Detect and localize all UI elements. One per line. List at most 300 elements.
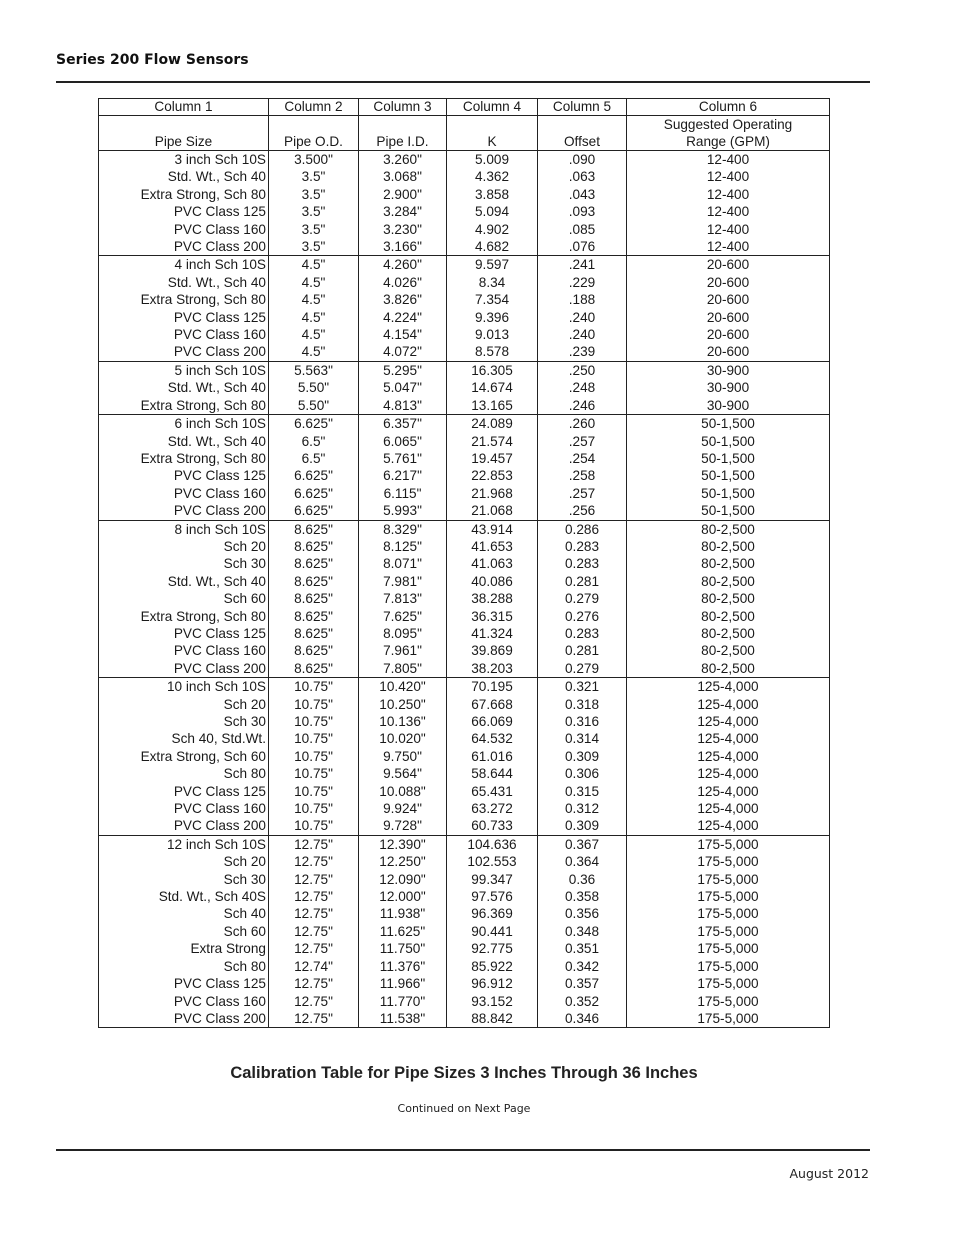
k-cell: 9.396 [447, 309, 538, 326]
offset-cell: 0.279 [538, 660, 627, 678]
range-cell: 80-2,500 [627, 608, 830, 625]
k-cell: 19.457 [447, 450, 538, 467]
offset-cell: 0.281 [538, 642, 627, 659]
pipe-size-cell: Sch 20 [99, 538, 269, 555]
table-row [99, 361, 830, 379]
range-cell: 175-5,000 [627, 1010, 830, 1028]
footer-date: August 2012 [789, 1166, 869, 1181]
pipe-od-cell: 10.75" [269, 800, 359, 817]
k-cell: 96.912 [447, 975, 538, 992]
table-row [99, 502, 830, 520]
range-cell: 80-2,500 [627, 642, 830, 659]
pipe-od-cell: 12.75" [269, 835, 359, 853]
offset-cell: 0.358 [538, 888, 627, 905]
table-row [99, 608, 830, 625]
pipe-id-cell: 10.250" [359, 696, 447, 713]
pipe-od-cell: 10.75" [269, 765, 359, 782]
range-cell: 30-900 [627, 361, 830, 379]
k-cell: 21.968 [447, 485, 538, 502]
k-cell: 97.576 [447, 888, 538, 905]
range-cell: 175-5,000 [627, 835, 830, 853]
table-row [99, 256, 830, 274]
offset-cell: .258 [538, 467, 627, 484]
pipe-size-cell: Extra Strong [99, 940, 269, 957]
pipe-id-cell: 4.260" [359, 256, 447, 274]
pipe-od-cell: 6.5" [269, 450, 359, 467]
pipe-id-cell: 3.284" [359, 203, 447, 220]
offset-cell: .229 [538, 274, 627, 291]
k-cell: 70.195 [447, 678, 538, 696]
k-cell: 13.165 [447, 397, 538, 415]
pipe-od-cell: 5.50" [269, 397, 359, 415]
pipe-id-cell: 4.154" [359, 326, 447, 343]
k-cell: 4.682 [447, 238, 538, 256]
pipe-size-cell: PVC Class 125 [99, 467, 269, 484]
pipe-id-cell: 3.230" [359, 221, 447, 238]
pipe-id-cell: 12.090" [359, 871, 447, 888]
pipe-size-cell: Extra Strong, Sch 80 [99, 450, 269, 467]
table-row [99, 940, 830, 957]
pipe-od-cell: 5.50" [269, 379, 359, 396]
pipe-od-cell: 3.5" [269, 238, 359, 256]
range-cell: 12-400 [627, 203, 830, 220]
offset-cell: .239 [538, 343, 627, 361]
pipe-od-cell: 8.625" [269, 590, 359, 607]
table-row [99, 1010, 830, 1028]
pipe-size-cell: Sch 30 [99, 555, 269, 572]
range-cell: 175-5,000 [627, 958, 830, 975]
offset-cell: .093 [538, 203, 627, 220]
table-row [99, 590, 830, 607]
pipe-id-cell: 3.260" [359, 151, 447, 169]
k-cell: 63.272 [447, 800, 538, 817]
column-number-row [99, 99, 830, 116]
pipe-od-cell: 8.625" [269, 520, 359, 538]
k-cell: 96.369 [447, 905, 538, 922]
offset-cell: .241 [538, 256, 627, 274]
offset-cell: 0.309 [538, 817, 627, 835]
pipe-size-cell: 8 inch Sch 10S [99, 520, 269, 538]
offset-cell: 0.283 [538, 625, 627, 642]
pipe-size-cell: Sch 80 [99, 765, 269, 782]
pipe-od-cell: 12.75" [269, 905, 359, 922]
pipe-od-cell: 10.75" [269, 817, 359, 835]
offset-cell: 0.283 [538, 555, 627, 572]
pipe-id-cell: 3.166" [359, 238, 447, 256]
table-row [99, 151, 830, 169]
table-row [99, 748, 830, 765]
pipe-id-cell: 8.095" [359, 625, 447, 642]
offset-cell: .257 [538, 433, 627, 450]
offset-cell: .240 [538, 309, 627, 326]
k-cell: 104.636 [447, 835, 538, 853]
range-cell: 20-600 [627, 343, 830, 361]
k-cell: 9.597 [447, 256, 538, 274]
offset-cell: .257 [538, 485, 627, 502]
k-cell: 36.315 [447, 608, 538, 625]
k-cell: 43.914 [447, 520, 538, 538]
k-cell: 90.441 [447, 923, 538, 940]
k-cell: 16.305 [447, 361, 538, 379]
pipe-size-cell: PVC Class 160 [99, 221, 269, 238]
range-cell: 125-4,000 [627, 765, 830, 782]
range-cell: 12-400 [627, 186, 830, 203]
pipe-od-cell: 8.625" [269, 538, 359, 555]
range-cell: 80-2,500 [627, 590, 830, 607]
range-cell: 175-5,000 [627, 923, 830, 940]
pipe-od-cell: 12.75" [269, 853, 359, 870]
column-header-6: Column 6 [627, 99, 830, 116]
table-row [99, 923, 830, 940]
k-cell: 93.152 [447, 993, 538, 1010]
range-cell: 175-5,000 [627, 905, 830, 922]
offset-cell: 0.316 [538, 713, 627, 730]
k-cell: 3.858 [447, 186, 538, 203]
table-row [99, 168, 830, 185]
column-header-3: Column 3 [359, 99, 447, 116]
pipe-id-cell: 4.813" [359, 397, 447, 415]
pipe-od-header: Pipe O.D. [269, 116, 359, 151]
pipe-size-cell: PVC Class 200 [99, 817, 269, 835]
pipe-id-cell: 7.805" [359, 660, 447, 678]
pipe-od-cell: 4.5" [269, 256, 359, 274]
column-title-row [99, 116, 830, 151]
k-cell: 102.553 [447, 853, 538, 870]
table-body [99, 151, 830, 1028]
pipe-od-cell: 4.5" [269, 326, 359, 343]
pipe-od-cell: 10.75" [269, 730, 359, 747]
table-row [99, 871, 830, 888]
range-cell: 30-900 [627, 379, 830, 396]
offset-cell: .256 [538, 502, 627, 520]
offset-cell: .063 [538, 168, 627, 185]
range-cell: 125-4,000 [627, 748, 830, 765]
range-cell: 50-1,500 [627, 467, 830, 484]
k-cell: 39.869 [447, 642, 538, 659]
table-row [99, 538, 830, 555]
offset-cell: 0.279 [538, 590, 627, 607]
offset-cell: .250 [538, 361, 627, 379]
pipe-size-cell: Std. Wt., Sch 40 [99, 573, 269, 590]
pipe-size-cell: Std. Wt., Sch 40 [99, 433, 269, 450]
pipe-size-cell: PVC Class 125 [99, 783, 269, 800]
pipe-od-cell: 8.625" [269, 660, 359, 678]
column-header-4: Column 4 [447, 99, 538, 116]
pipe-od-cell: 12.75" [269, 975, 359, 992]
k-cell: 92.775 [447, 940, 538, 957]
range-cell: 80-2,500 [627, 520, 830, 538]
pipe-id-cell: 8.125" [359, 538, 447, 555]
pipe-size-cell: Sch 40, Std.Wt. [99, 730, 269, 747]
k-cell: 4.902 [447, 221, 538, 238]
pipe-od-cell: 4.5" [269, 291, 359, 308]
pipe-size-cell: Std. Wt., Sch 40S [99, 888, 269, 905]
range-cell: 12-400 [627, 151, 830, 169]
k-cell: 38.288 [447, 590, 538, 607]
pipe-od-cell: 10.75" [269, 783, 359, 800]
table-row [99, 625, 830, 642]
pipe-size-cell: Sch 30 [99, 713, 269, 730]
offset-cell: 0.356 [538, 905, 627, 922]
pipe-id-cell: 10.420" [359, 678, 447, 696]
range-cell: 125-4,000 [627, 800, 830, 817]
table-row [99, 905, 830, 922]
table-row [99, 309, 830, 326]
pipe-id-cell: 4.026" [359, 274, 447, 291]
pipe-id-cell: 7.625" [359, 608, 447, 625]
pipe-od-cell: 10.75" [269, 713, 359, 730]
range-cell: 80-2,500 [627, 573, 830, 590]
pipe-size-cell: Extra Strong, Sch 80 [99, 291, 269, 308]
pipe-od-cell: 3.5" [269, 221, 359, 238]
pipe-id-cell: 11.625" [359, 923, 447, 940]
pipe-size-cell: PVC Class 200 [99, 660, 269, 678]
table-row [99, 888, 830, 905]
pipe-size-cell: Std. Wt., Sch 40 [99, 168, 269, 185]
range-cell: 175-5,000 [627, 888, 830, 905]
pipe-id-cell: 9.564" [359, 765, 447, 782]
table-row [99, 520, 830, 538]
table-row [99, 713, 830, 730]
range-cell: 12-400 [627, 238, 830, 256]
pipe-size-cell: PVC Class 160 [99, 993, 269, 1010]
k-cell: 8.34 [447, 274, 538, 291]
k-cell: 24.089 [447, 415, 538, 433]
range-cell: 20-600 [627, 274, 830, 291]
table-row [99, 274, 830, 291]
range-cell: 12-400 [627, 221, 830, 238]
pipe-size-cell: Std. Wt., Sch 40 [99, 274, 269, 291]
pipe-id-cell: 11.750" [359, 940, 447, 957]
pipe-id-cell: 7.961" [359, 642, 447, 659]
offset-cell: 0.348 [538, 923, 627, 940]
pipe-size-cell: 5 inch Sch 10S [99, 361, 269, 379]
offset-cell: .240 [538, 326, 627, 343]
range-cell: 175-5,000 [627, 993, 830, 1010]
column-header-5: Column 5 [538, 99, 627, 116]
pipe-id-cell: 12.250" [359, 853, 447, 870]
k-cell: 21.574 [447, 433, 538, 450]
pipe-od-cell: 10.75" [269, 696, 359, 713]
k-cell: 41.063 [447, 555, 538, 572]
pipe-od-cell: 8.625" [269, 555, 359, 572]
offset-cell: 0.352 [538, 993, 627, 1010]
pipe-id-cell: 5.295" [359, 361, 447, 379]
column-header-2: Column 2 [269, 99, 359, 116]
k-cell: 85.922 [447, 958, 538, 975]
pipe-od-cell: 12.75" [269, 993, 359, 1010]
pipe-id-cell: 5.047" [359, 379, 447, 396]
pipe-id-cell: 4.224" [359, 309, 447, 326]
pipe-id-cell: 11.538" [359, 1010, 447, 1028]
pipe-size-cell: PVC Class 200 [99, 238, 269, 256]
pipe-size-cell: 3 inch Sch 10S [99, 151, 269, 169]
pipe-id-cell: 9.750" [359, 748, 447, 765]
pipe-od-cell: 12.75" [269, 923, 359, 940]
pipe-size-cell: Sch 60 [99, 923, 269, 940]
offset-cell: 0.286 [538, 520, 627, 538]
offset-cell: .076 [538, 238, 627, 256]
pipe-id-cell: 8.071" [359, 555, 447, 572]
pipe-size-cell: PVC Class 200 [99, 502, 269, 520]
pipe-size-cell: 10 inch Sch 10S [99, 678, 269, 696]
table-row [99, 835, 830, 853]
pipe-id-cell: 7.981" [359, 573, 447, 590]
range-cell: 125-4,000 [627, 696, 830, 713]
pipe-size-cell: Sch 60 [99, 590, 269, 607]
pipe-size-cell: Sch 40 [99, 905, 269, 922]
document-header-title: Series 200 Flow Sensors [56, 52, 249, 68]
offset-cell: .254 [538, 450, 627, 467]
range-cell: 80-2,500 [627, 538, 830, 555]
pipe-od-cell: 6.625" [269, 502, 359, 520]
k-cell: 99.347 [447, 871, 538, 888]
pipe-od-cell: 6.5" [269, 433, 359, 450]
pipe-size-cell: Sch 80 [99, 958, 269, 975]
pipe-size-cell: PVC Class 200 [99, 1010, 269, 1028]
pipe-id-cell: 11.376" [359, 958, 447, 975]
pipe-id-cell: 12.000" [359, 888, 447, 905]
k-cell: 22.853 [447, 467, 538, 484]
range-cell: 80-2,500 [627, 555, 830, 572]
table-row [99, 958, 830, 975]
k-cell: 67.668 [447, 696, 538, 713]
range-cell: 20-600 [627, 291, 830, 308]
table-row [99, 696, 830, 713]
operating-range-header [627, 116, 830, 151]
pipe-od-cell: 4.5" [269, 309, 359, 326]
offset-cell: .260 [538, 415, 627, 433]
range-cell: 50-1,500 [627, 502, 830, 520]
k-cell: 8.578 [447, 343, 538, 361]
k-cell: 66.069 [447, 713, 538, 730]
table-row [99, 765, 830, 782]
range-cell: 125-4,000 [627, 783, 830, 800]
pipe-id-cell: 3.826" [359, 291, 447, 308]
offset-header: Offset [538, 116, 627, 151]
k-cell: 4.362 [447, 168, 538, 185]
pipe-od-cell: 6.625" [269, 415, 359, 433]
table-row [99, 485, 830, 502]
calibration-table [98, 98, 830, 1028]
k-cell: 60.733 [447, 817, 538, 835]
pipe-size-cell: Extra Strong, Sch 60 [99, 748, 269, 765]
range-cell: 20-600 [627, 326, 830, 343]
pipe-size-cell: PVC Class 160 [99, 800, 269, 817]
k-cell: 38.203 [447, 660, 538, 678]
offset-cell: 0.342 [538, 958, 627, 975]
pipe-od-cell: 12.75" [269, 1010, 359, 1028]
offset-cell: 0.351 [538, 940, 627, 957]
range-cell: 50-1,500 [627, 415, 830, 433]
offset-cell: 0.367 [538, 835, 627, 853]
offset-cell: 0.357 [538, 975, 627, 992]
pipe-id-cell: 11.966" [359, 975, 447, 992]
pipe-od-cell: 6.625" [269, 485, 359, 502]
offset-cell: 0.36 [538, 871, 627, 888]
offset-cell: 0.346 [538, 1010, 627, 1028]
k-cell: 61.016 [447, 748, 538, 765]
pipe-size-header: Pipe Size [99, 116, 269, 151]
range-cell: 50-1,500 [627, 433, 830, 450]
pipe-size-cell: 6 inch Sch 10S [99, 415, 269, 433]
k-cell: 88.842 [447, 1010, 538, 1028]
pipe-id-cell: 9.924" [359, 800, 447, 817]
pipe-size-cell: Sch 30 [99, 871, 269, 888]
table-row [99, 343, 830, 361]
range-cell: 80-2,500 [627, 625, 830, 642]
offset-cell: 0.309 [538, 748, 627, 765]
table-row [99, 450, 830, 467]
pipe-od-cell: 5.563" [269, 361, 359, 379]
k-cell: 64.532 [447, 730, 538, 747]
pipe-size-cell: PVC Class 125 [99, 309, 269, 326]
table-row [99, 975, 830, 992]
range-cell: 125-4,000 [627, 730, 830, 747]
header-divider [56, 81, 870, 83]
pipe-size-cell: 12 inch Sch 10S [99, 835, 269, 853]
k-cell: 7.354 [447, 291, 538, 308]
table-row [99, 642, 830, 659]
table-row [99, 397, 830, 415]
pipe-id-cell: 6.217" [359, 467, 447, 484]
pipe-od-cell: 4.5" [269, 274, 359, 291]
k-cell: 5.009 [447, 151, 538, 169]
offset-cell: .246 [538, 397, 627, 415]
offset-cell: 0.314 [538, 730, 627, 747]
pipe-id-cell: 10.136" [359, 713, 447, 730]
k-cell: 14.674 [447, 379, 538, 396]
table-row [99, 379, 830, 396]
range-cell: 80-2,500 [627, 660, 830, 678]
table-row [99, 783, 830, 800]
table-row [99, 800, 830, 817]
pipe-od-cell: 4.5" [269, 343, 359, 361]
pipe-id-cell: 6.065" [359, 433, 447, 450]
pipe-size-cell: PVC Class 160 [99, 485, 269, 502]
table-row [99, 993, 830, 1010]
pipe-id-cell: 9.728" [359, 817, 447, 835]
pipe-size-cell: Extra Strong, Sch 80 [99, 397, 269, 415]
offset-cell: 0.312 [538, 800, 627, 817]
offset-cell: 0.281 [538, 573, 627, 590]
k-cell: 40.086 [447, 573, 538, 590]
offset-cell: .188 [538, 291, 627, 308]
k-cell: 41.324 [447, 625, 538, 642]
pipe-od-cell: 3.5" [269, 186, 359, 203]
pipe-od-cell: 6.625" [269, 467, 359, 484]
pipe-size-cell: PVC Class 125 [99, 975, 269, 992]
pipe-od-cell: 12.75" [269, 940, 359, 957]
range-cell: 125-4,000 [627, 817, 830, 835]
column-header-1: Column 1 [99, 99, 269, 116]
pipe-od-cell: 12.75" [269, 871, 359, 888]
table-row [99, 573, 830, 590]
k-cell: 21.068 [447, 502, 538, 520]
table-row [99, 415, 830, 433]
pipe-od-cell: 3.5" [269, 203, 359, 220]
pipe-size-cell: PVC Class 200 [99, 343, 269, 361]
pipe-id-cell: 8.329" [359, 520, 447, 538]
range-cell: 30-900 [627, 397, 830, 415]
pipe-id-cell: 10.020" [359, 730, 447, 747]
pipe-id-cell: 12.390" [359, 835, 447, 853]
pipe-od-cell: 3.500" [269, 151, 359, 169]
pipe-id-cell: 3.068" [359, 168, 447, 185]
offset-cell: 0.283 [538, 538, 627, 555]
operating-range-header-line2: Range (GPM) [686, 134, 770, 149]
pipe-od-cell: 10.75" [269, 748, 359, 765]
